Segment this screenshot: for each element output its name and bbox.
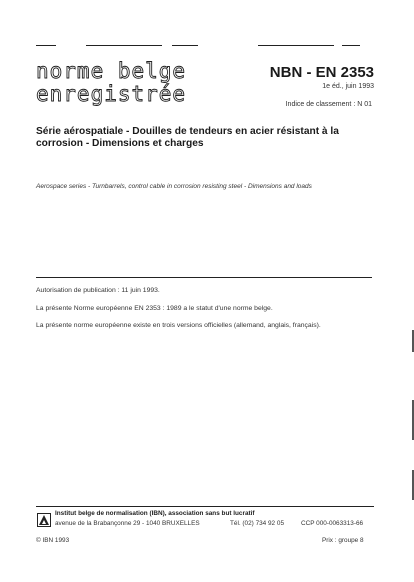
header-rule-segment: [258, 45, 334, 46]
ibn-logo-icon: [37, 513, 51, 527]
institute-ccp: CCP 000-0063313-66: [301, 520, 364, 527]
header-rule-segment: [172, 45, 198, 46]
edition-date: 1e éd., juin 1993: [322, 83, 374, 90]
copyright: © IBN 1993: [36, 537, 70, 544]
document-title-en: Aerospace series - Turnbarrels, control cable in corrosion resisting steel - Dimensions and loads: [36, 183, 312, 190]
enregistree-heading: enregistrée: [36, 82, 187, 106]
document-title-fr: Série aérospatiale - Douilles de tendeurs en acier résistant à la corrosion - Dimensions et charges: [36, 126, 339, 149]
section-divider: [36, 277, 372, 278]
versions-text: La présente norme européenne existe en trois versions officielles (allemand, anglais, français).: [36, 322, 321, 329]
institute-phone: Tél. (02) 734 92 05: [230, 520, 284, 527]
norme-belge-heading: norme belge: [36, 59, 187, 83]
footer-divider: [36, 506, 374, 507]
header-rule-segment: [36, 45, 56, 46]
institute-name: Institut belge de normalisation (IBN), association sans but lucratif: [55, 510, 255, 517]
institute-address: avenue de la Brabançonne 29 - 1040 BRUXELLES: [55, 520, 200, 527]
authorisation-text: Autorisation de publication : 11 juin 1993.: [36, 287, 160, 294]
standard-code: NBN - EN 2353: [269, 64, 374, 81]
classification-index: Indice de classement : N 01: [285, 101, 372, 108]
header-rule-segment: [86, 45, 162, 46]
header-rule-segment: [342, 45, 360, 46]
status-text: La présente Norme européenne EN 2353 : 1989 a le statut d'une norme belge.: [36, 305, 273, 312]
price-group: Prix : groupe 8: [322, 537, 364, 544]
